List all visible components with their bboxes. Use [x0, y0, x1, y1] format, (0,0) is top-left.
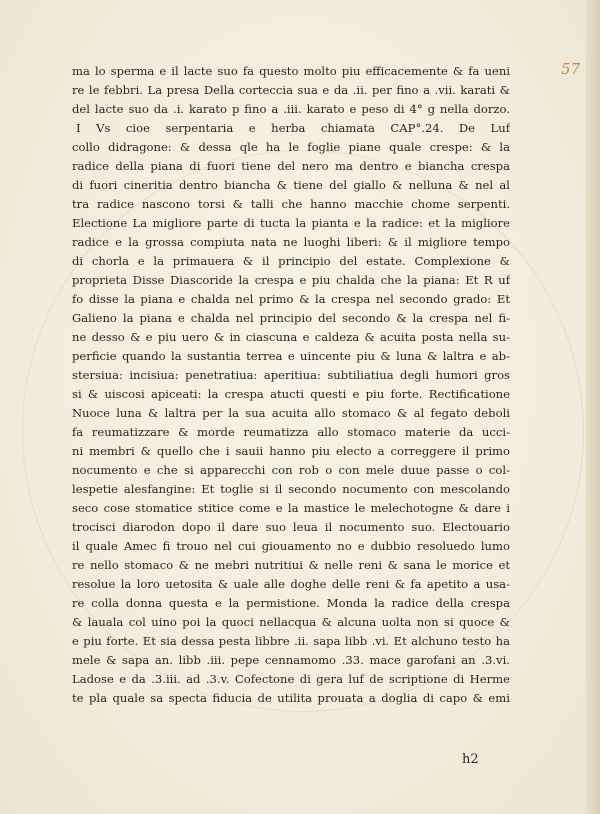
- text-line: re le febbri. La presa Della corteccia sua e da .ii. per fino a .vii. karati &: [72, 83, 510, 97]
- text-line: re nello stomaco & ne mebri nutritiui & nelle reni & sana le morice et: [72, 558, 510, 572]
- text-line: fa reumatizzare & morde reumatizza allo stomaco materie da ucci-: [72, 425, 510, 439]
- text-line: Nuoce luna & laltra per la sua acuita allo stomaco & al fegato deboli: [72, 406, 510, 420]
- text-line: ma lo sperma e il lacte suo fa questo molto piu efficacemente & fa ueni: [72, 64, 510, 78]
- text-line: ni membri & quello che i sauii hanno piu electo a correggere il primo: [72, 444, 510, 458]
- text-line: radice e la grossa compiuta nata ne luoghi liberi: & il migliore tempo: [72, 235, 510, 249]
- text-line: nocumento e che si apparecchi con rob o con mele duue passe o col-: [72, 463, 510, 477]
- text-line: Galieno la piana e chalda nel principio del secondo & la crespa nel fi-: [72, 311, 510, 325]
- text-line: seco cose stomatice stitice come e la mastice le melechotogne & dare i: [72, 501, 510, 515]
- text-line: del lacte suo da .i. karato p fino a .iii. karato e peso di 4° g nella dorzo.: [72, 102, 510, 116]
- folio-number: 57: [561, 60, 581, 78]
- text-line: mele & sapa an. libb .iii. pepe cennamomo .33. mace garofani an .3.vi.: [72, 653, 510, 667]
- text-line: perficie quando la sustantia terrea e uincente piu & luna & laltra e ab-: [72, 349, 510, 363]
- text-line: lespetie alesfangine: Et toglie si il secondo nocumento con mescolando: [72, 482, 510, 496]
- text-line: trocisci diarodon dopo il dare suo leua il nocumento suo. Electouario: [72, 520, 510, 534]
- text-line: il quale Amec fi trouo nel cui giouamento no e dubbio resoluedo lumo: [72, 539, 510, 553]
- text-line: di chorla e la primauera & il principio del estate. Complexione &: [72, 254, 510, 268]
- page-edge: [586, 0, 600, 814]
- text-line: radice della piana di fuori tiene del nero ma dentro e biancha crespa: [72, 159, 510, 173]
- text-block: [72, 62, 510, 708]
- text-line: e piu forte. Et sia dessa pesta libbre .ii. sapa libb .vi. Et alchuno testo ha: [72, 634, 510, 648]
- signature-mark: h2: [462, 752, 479, 767]
- text-line: Electione La migliore parte di tucta la pianta e la radice: et la migliore: [72, 216, 510, 230]
- text-line: tra radice nascono torsi & talli che hanno macchie chome serpenti.: [72, 197, 510, 211]
- text-line: proprieta Disse Diascoride la crespa e piu chalda che la piana: Et R uf: [72, 273, 510, 287]
- text-line: re colla donna questa e la permistione. Monda la radice della crespa: [72, 596, 510, 610]
- text-line: fo disse la piana e chalda nel primo & la crespa nel secondo grado: Et: [72, 292, 510, 306]
- text-line: & lauala col uino poi la quoci nellacqua & alcuna uolta non si quoce &: [72, 615, 510, 629]
- text-line: ne desso & e piu uero & in ciascuna e caldeza & acuita posta nella su-: [72, 330, 510, 344]
- text-line: te pla quale sa specta fiducia de utilita prouata a doglia di capo & emi: [72, 691, 510, 705]
- text-line: di fuori cineritia dentro biancha & tiene del giallo & nelluna & nel al: [72, 178, 510, 192]
- text-line: si & uiscosi apiceati: la crespa atucti questi e piu forte. Rectificatione: [72, 387, 510, 401]
- text-line: stersiua: incisiua: penetratiua: aperitiua: subtiliatiua degli humori gros: [72, 368, 510, 382]
- chapter-heading-line: I Vs cioe serpentaria e herba chiamata CAP°.24. De Luf: [76, 121, 510, 135]
- text-line: Ladose e da .3.iii. ad .3.v. Cofectone di gera luf de scriptione di Herme: [72, 672, 510, 686]
- text-line: resolue la loro uetosita & uale alle doghe delle reni & fa apetito a usa-: [72, 577, 510, 591]
- text-line: collo didragone: & dessa qle ha le foglie piane quale crespe: & la: [72, 140, 510, 154]
